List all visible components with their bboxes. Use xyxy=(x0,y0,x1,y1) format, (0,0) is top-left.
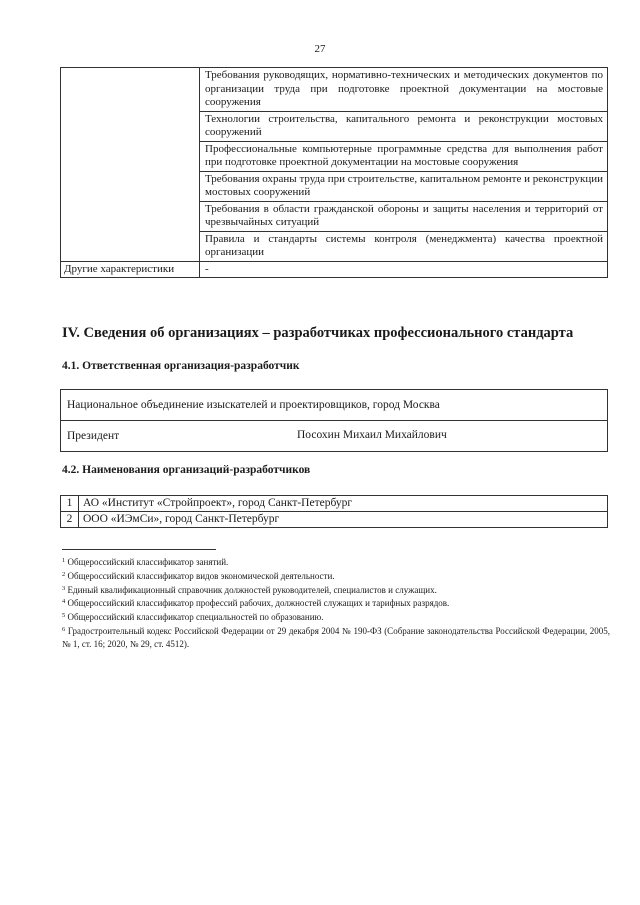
subsection-heading: 4.1. Ответственная организация-разработчик xyxy=(62,360,300,372)
footnote-mark: 6 xyxy=(62,625,66,633)
footnote xyxy=(62,610,610,624)
row-number: 2 xyxy=(61,512,79,528)
footnote-mark: 5 xyxy=(62,612,66,620)
table-row xyxy=(61,171,608,201)
table-cell-text: Требования охраны труда при строительстве, капитальном ремонте и реконструкции мостовых сооружений xyxy=(200,171,608,201)
footnote-text: Общероссийский классификатор занятий. xyxy=(67,557,229,567)
requirements-table xyxy=(60,67,608,278)
table-cell-label xyxy=(61,68,200,112)
table-row xyxy=(61,261,608,278)
footnote xyxy=(62,596,610,610)
table-cell-text: Правила и стандарты системы контроля (менеджмента) качества проектной организации xyxy=(200,231,608,261)
responsible-org-table xyxy=(60,389,608,452)
footnotes xyxy=(62,555,610,651)
signatory-cell xyxy=(61,421,608,452)
subsection-heading: 4.2. Наименования организаций-разработчиков xyxy=(62,464,311,476)
footnote-mark: 3 xyxy=(62,584,66,592)
table-row xyxy=(61,68,608,112)
footnote-text: Общероссийский классификатор специальностей по образованию. xyxy=(67,612,324,623)
table-row xyxy=(61,111,608,141)
footnote xyxy=(62,624,610,651)
page-number: 27 xyxy=(314,43,326,55)
table-cell-text: Профессиональные компьютерные программные средства для выполнения работ при подготовке проектной документации на мостовые сооружения xyxy=(200,141,608,171)
person-name: Посохин Михаил Михайлович xyxy=(297,429,447,441)
footnote-text: Общероссийский классификатор видов экономической деятельности. xyxy=(67,570,335,581)
table-row xyxy=(61,141,608,171)
table-row xyxy=(61,231,608,261)
table-cell-text: - xyxy=(200,261,608,278)
footnote-text: Градостроительный кодекс Российской Федерации от 29 декабря 2004 № 190-ФЗ (Собрание законодательства Российской Федерации, 2005, № 1, ст. 16; 2020, № 29, ст. 4512). xyxy=(62,625,610,649)
footnote-mark: 4 xyxy=(62,598,66,606)
section-title: IV. Сведения об организациях – разработчиках профессионального стандарта xyxy=(62,325,574,341)
table-cell-text: Требования руководящих, нормативно-технических и методических документов по организации труда при подготовке проектной документации на мостовые сооружения xyxy=(200,68,608,112)
footnote-mark: 1 xyxy=(62,557,66,564)
footnote-text: Единый квалификационный справочник должностей руководителей, специалистов и служащих. xyxy=(67,584,437,595)
table-cell-label xyxy=(61,111,200,141)
developers-table xyxy=(60,495,608,528)
table-row xyxy=(61,201,608,231)
footnote-mark: 2 xyxy=(62,570,66,578)
footnote xyxy=(62,583,610,597)
table-cell-label xyxy=(61,201,200,231)
table-cell-label xyxy=(61,171,200,201)
footnote-text: Общероссийский классификатор профессий рабочих, должностей служащих и тарифных разрядов. xyxy=(67,598,450,609)
position-label: Президент xyxy=(67,430,120,442)
footnote xyxy=(62,555,610,569)
table-row xyxy=(61,496,608,512)
footnote xyxy=(62,569,610,583)
footnote-separator xyxy=(62,549,216,550)
table-row xyxy=(61,421,608,452)
table-cell-text: Требования в области гражданской обороны и защиты населения и территорий от чрезвычайных ситуаций xyxy=(200,201,608,231)
table-cell-label xyxy=(61,231,200,261)
table-cell-label: Другие характеристики xyxy=(61,261,200,278)
table-cell-text: Технологии строительства, капитального ремонта и реконструкции мостовых сооружений xyxy=(200,111,608,141)
table-row xyxy=(61,390,608,421)
developer-name: АО «Институт «Стройпроект», город Санкт-Петербург xyxy=(79,496,608,512)
org-name: Национальное объединение изыскателей и проектировщиков, город Москва xyxy=(61,390,608,421)
developer-name: ООО «ИЭмСи», город Санкт-Петербург xyxy=(79,512,608,528)
row-number: 1 xyxy=(61,496,79,512)
table-row xyxy=(61,512,608,528)
table-cell-label xyxy=(61,141,200,171)
